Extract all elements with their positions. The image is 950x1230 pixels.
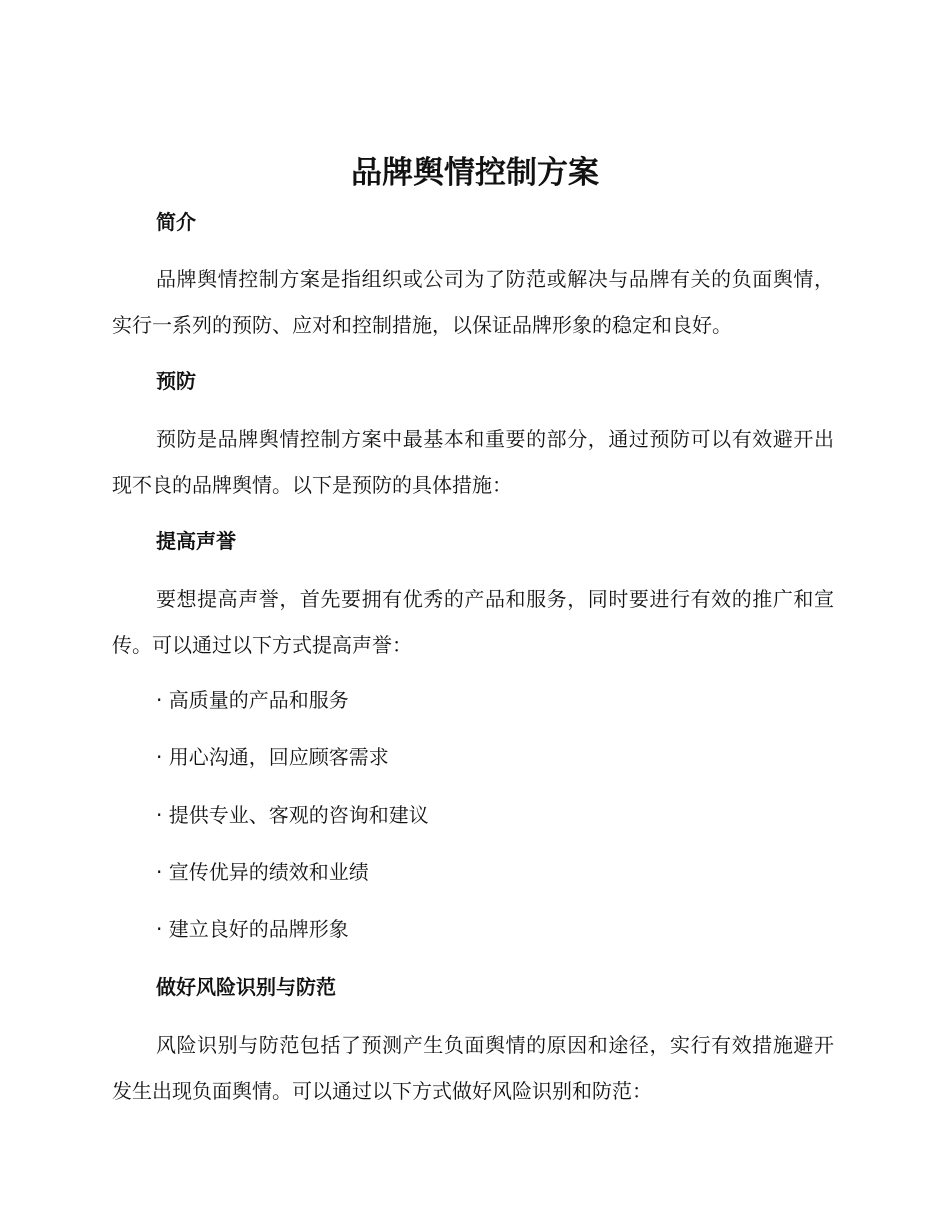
bullet-item: · 高质量的产品和服务 (156, 688, 349, 712)
section-heading-prevention: 预防 (156, 369, 196, 393)
bullet-item: · 宣传优异的绩效和业绩 (156, 860, 369, 884)
section-heading-reputation: 提高声誉 (156, 529, 236, 553)
section-heading-risk: 做好风险识别与防范 (156, 975, 336, 999)
bullet-item: · 建立良好的品牌形象 (156, 917, 349, 941)
document-title: 品牌舆情控制方案 (351, 155, 599, 191)
section-heading-intro: 简介 (156, 210, 196, 234)
section-text-prevention: 预防是品牌舆情控制方案中最基本和重要的部分，通过预防可以有效避开出现不良的品牌舆情。以下是预防的具体措施： (112, 427, 834, 497)
section-text-reputation: 要想提高声誉，首先要拥有优秀的产品和服务，同时要进行有效的推广和宣传。可以通过以下方式提高声誉： (112, 587, 834, 657)
section-text-risk: 风险识别与防范包括了预测产生负面舆情的原因和途径，实行有效措施避开发生出现负面舆情。可以通过以下方式做好风险识别和防范： (112, 1033, 834, 1103)
bullet-item: · 用心沟通，回应顾客需求 (156, 745, 389, 769)
bullet-item: · 提供专业、客观的咨询和建议 (156, 803, 429, 827)
section-text-intro: 品牌舆情控制方案是指组织或公司为了防范或解决与品牌有关的负面舆情，实行一系列的预防、应对和控制措施，以保证品牌形象的稳定和良好。 (112, 267, 834, 337)
